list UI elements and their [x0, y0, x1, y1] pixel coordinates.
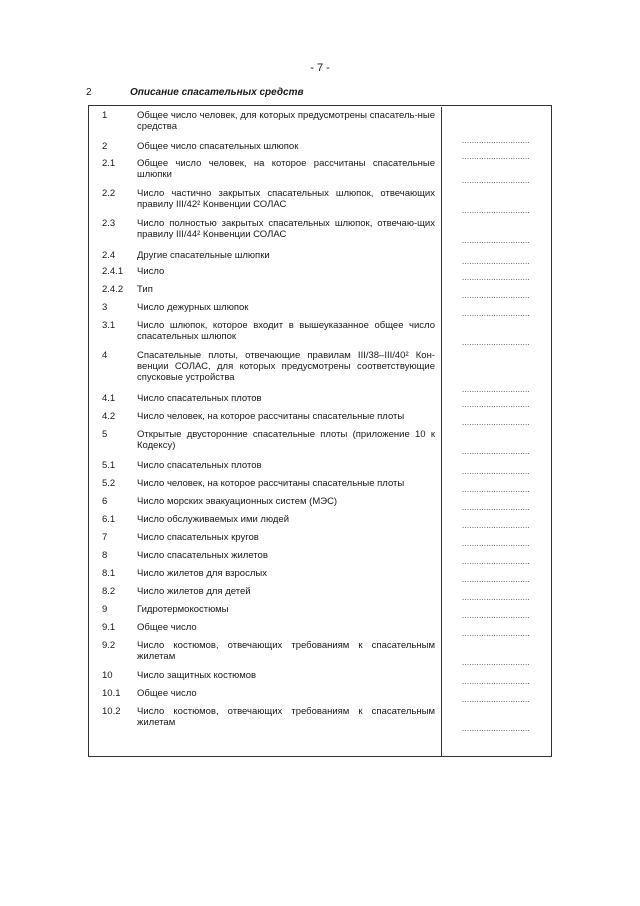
item-number: 8.2 [102, 586, 116, 597]
column-divider [441, 107, 442, 756]
item-label: Число жилетов для взрослых [137, 568, 267, 579]
item-number: 9.2 [102, 640, 116, 651]
fill-in-blank[interactable]: ............................ [462, 558, 530, 566]
item-label: Число спасательных плотов [137, 393, 262, 404]
item-number: 9 [102, 604, 108, 615]
item-label: Число человек, на которое рассчитаны спасательные плоты [137, 478, 405, 489]
item-number: 5 [102, 429, 108, 440]
fill-in-blank[interactable]: ............................ [462, 177, 530, 185]
item-number: 2.4.2 [102, 284, 124, 295]
item-label: Число спасательных плотов [137, 460, 262, 471]
fill-in-blank[interactable]: ............................ [462, 401, 530, 409]
item-label: Число спасательных кругов [137, 532, 259, 543]
item-label: Тип [137, 284, 153, 295]
item-label: Число костюмов, отвечающих требованиям к спасательным жилетам [137, 706, 435, 728]
item-number: 5.1 [102, 460, 116, 471]
item-label: Число полностью закрытых спасательных шлюпок, отвечаю-щих правилу III/44² Конвенции СОЛАС [137, 218, 435, 240]
item-number: 3.1 [102, 320, 116, 331]
item-number: 7 [102, 532, 108, 543]
item-label: Число человек, на которое рассчитаны спасательные плоты [137, 411, 405, 422]
fill-in-blank[interactable]: ............................ [462, 630, 530, 638]
fill-in-blank[interactable]: ............................ [462, 659, 530, 667]
section-title: Описание спасательных средств [130, 87, 304, 98]
item-number: 9.1 [102, 622, 116, 633]
item-label: Открытые двусторонние спасательные плоты (приложение 10 к Кодексу) [137, 429, 435, 451]
fill-in-blank[interactable]: ............................ [462, 696, 530, 704]
fill-in-blank[interactable]: ............................ [462, 504, 530, 512]
fill-in-blank[interactable]: ............................ [462, 137, 530, 145]
item-number: 6 [102, 496, 108, 507]
fill-in-blank[interactable]: ............................ [462, 207, 530, 215]
item-number: 8 [102, 550, 108, 561]
item-number: 10.2 [102, 706, 121, 717]
fill-in-blank[interactable]: ............................ [462, 339, 530, 347]
item-label: Общее число человек, на которое рассчитаны спасательные шлюпки [137, 158, 435, 180]
fill-in-blank[interactable]: ............................ [462, 274, 530, 282]
section-number: 2 [86, 87, 92, 98]
fill-in-blank[interactable]: ............................ [462, 612, 530, 620]
item-label: Другие спасательные шлюпки [137, 250, 270, 261]
item-label: Число морских эвакуационных систем (МЭС) [137, 496, 338, 507]
page-number: - 7 - [310, 62, 330, 74]
fill-in-blank[interactable]: ............................ [462, 540, 530, 548]
item-label: Число шлюпок, которое входит в вышеуказанное общее число спасательных шлюпок [137, 320, 435, 342]
item-number: 4.1 [102, 393, 116, 404]
fill-in-blank[interactable]: ............................ [462, 292, 530, 300]
item-number: 6.1 [102, 514, 116, 525]
fill-in-blank[interactable]: ............................ [462, 725, 530, 733]
item-label: Спасательные плоты, отвечающие правилам III/38–III/40² Кон-венции СОЛАС, для которых предусмотрены соответствующие спусковые устройства [137, 350, 435, 383]
fill-in-blank[interactable]: ............................ [462, 310, 530, 318]
item-label: Общее число человек, для которых предусмотрены спасатель-ные средства [137, 110, 435, 132]
item-number: 10.1 [102, 688, 121, 699]
item-number: 2.4.1 [102, 266, 124, 277]
item-label: Число обслуживаемых ими людей [137, 514, 290, 525]
item-label: Число костюмов, отвечающих требованиям к спасательным жилетам [137, 640, 435, 662]
fill-in-blank[interactable]: ............................ [462, 576, 530, 584]
item-label: Общее число спасательных шлюпок [137, 141, 299, 152]
item-label: Гидротермокостюмы [137, 604, 229, 615]
item-label: Число спасательных жилетов [137, 550, 268, 561]
fill-in-blank[interactable]: ............................ [462, 419, 530, 427]
item-number: 10 [102, 670, 113, 681]
fill-in-blank[interactable]: ............................ [462, 486, 530, 494]
item-label: Число частично закрытых спасательных шлюпок, отвечающих правилу III/42² Конвенции СОЛАС [137, 188, 435, 210]
item-number: 1 [102, 110, 108, 121]
item-label: Общее число [137, 688, 197, 699]
item-number: 8.1 [102, 568, 116, 579]
item-label: Число дежурных шлюпок [137, 302, 249, 313]
fill-in-blank[interactable]: ............................ [462, 594, 530, 602]
item-number: 5.2 [102, 478, 116, 489]
item-number: 2.1 [102, 158, 116, 169]
fill-in-blank[interactable]: ............................ [462, 258, 530, 266]
item-number: 4.2 [102, 411, 116, 422]
item-label: Общее число [137, 622, 197, 633]
item-number: 3 [102, 302, 108, 313]
item-label: Число [137, 266, 165, 277]
fill-in-blank[interactable]: ............................ [462, 448, 530, 456]
item-number: 2 [102, 141, 108, 152]
fill-in-blank[interactable]: ............................ [462, 522, 530, 530]
fill-in-blank[interactable]: ............................ [462, 678, 530, 686]
item-number: 2.4 [102, 250, 116, 261]
item-number: 2.2 [102, 188, 116, 199]
fill-in-blank[interactable]: ............................ [462, 153, 530, 161]
item-label: Число жилетов для детей [137, 586, 251, 597]
item-number: 2.3 [102, 218, 116, 229]
fill-in-blank[interactable]: ............................ [462, 237, 530, 245]
item-label: Число защитных костюмов [137, 670, 257, 681]
fill-in-blank[interactable]: ............................ [462, 468, 530, 476]
item-number: 4 [102, 350, 108, 361]
fill-in-blank[interactable]: ............................ [462, 386, 530, 394]
